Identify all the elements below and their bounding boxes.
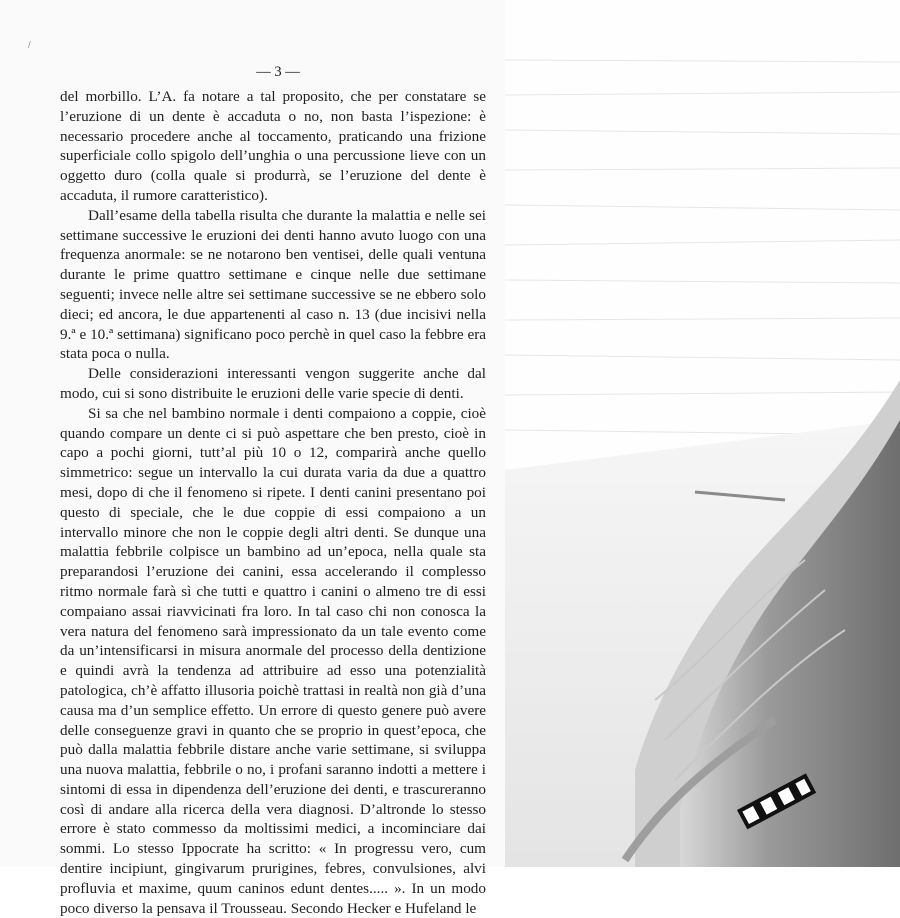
paragraph: Delle considerazioni interessanti vengon suggerite anche dal modo, cui si sono distribuite le eruzioni delle varie specie di denti.: [60, 365, 486, 402]
paragraph: del morbillo. L’A. fa notare a tal proposito, che per constatare se l’eruzione di un dente è accaduta o no, non basta l’ispezione: è necessario procedere anche al toccamento, praticando una frizione superficiale collo spigolo dell’unghia o una percussione lieve con un oggetto duro (colla quale si produrrà, se l’eruzione del dente è accaduta, il rumore caratteristico).: [60, 88, 486, 204]
paragraph: Si sa che nel bambino normale i denti compaiono a coppie, cioè quando compare un dente ci si può aspettare che ben presto, cioè in capo a pochi giorni, tutt’al più 10 o 12, comparirà anche quello simmetrico: segue un intervallo la cui durata varia da due a quattro mesi, dopo di che il fenomeno si ripete. I denti canini presentano poi questo di speciale, che le due coppie di essi compaiono a un intervallo minore che non le coppie degli altri denti. Se dunque una malattia febbrile colpisce un bambino ad un’epoca, nella quale sta preparandosi l’eruzione dei canini, essa accelerando il complesso ritmo normale farà sì che tutti e quattro i canini o almeno tre di essi compaiano assai riavvicinati fra loro. In tal caso chi non conosca la vera natura del fenomeno sarà impressionato da un tale evento come da un’intensificarsi in misura anormale del processo della dentizione e quindi avrà la tendenza ad attribuire ad esso una potenzialità patologica, ch’è affatto illusoria poichè trattasi in realtà non già d’una causa ma d’un semplice effetto. Un errore di questo genere può avere delle conseguenze gravi in quanto che se proprio in quest’epoca, che può dalla malattia febbrile distare anche varie settimane, si sviluppa una nuova malattia, febbrile o no, i profani saranno indotti a mettere i sintomi di essa in dipendenza dell’eruzione dei denti, e trascureranno così di andare alla ricerca della vera diagnosi. D’altronde lo stesso errore è stato commesso da moltissimi medici, a incominciare dai sommi. Lo stesso Ippocrate ha scritto: « In progressu vero, cum dentire incipiunt, gingivarum prurigines, febres, convulsiones, alvi profluvia et maxime, quum caninos edunt dentes..... ». In un modo poco diverso la pensava il Trousseau. Secondo Hecker e Hufeland le: [60, 404, 486, 917]
paragraph: Dall’esame della tabella risulta che durante la malattia e nelle sei settimane successive le eruzioni dei denti hanno avuto luogo con una frequenza anormale: se ne notarono ben ventisei, delle quali ventuna durante le prime quattro settimane e cinque nelle due settimane seguenti; invece nelle altre sei settimane successive se ne ebbero solo dieci; ed ancora, le due appartenenti al caso n. 13 (due incisivi nella 9.ª e 10.ª settimana) significano poco perchè in quel caso la febbre era stata poca o nulla.: [60, 206, 486, 363]
scan-distortion-margin: [505, 0, 900, 867]
body-text: [60, 87, 486, 918]
scan-speck: /: [28, 40, 31, 49]
scan-artifact-graphic: [505, 0, 900, 867]
page-number: — 3 —: [256, 64, 300, 80]
